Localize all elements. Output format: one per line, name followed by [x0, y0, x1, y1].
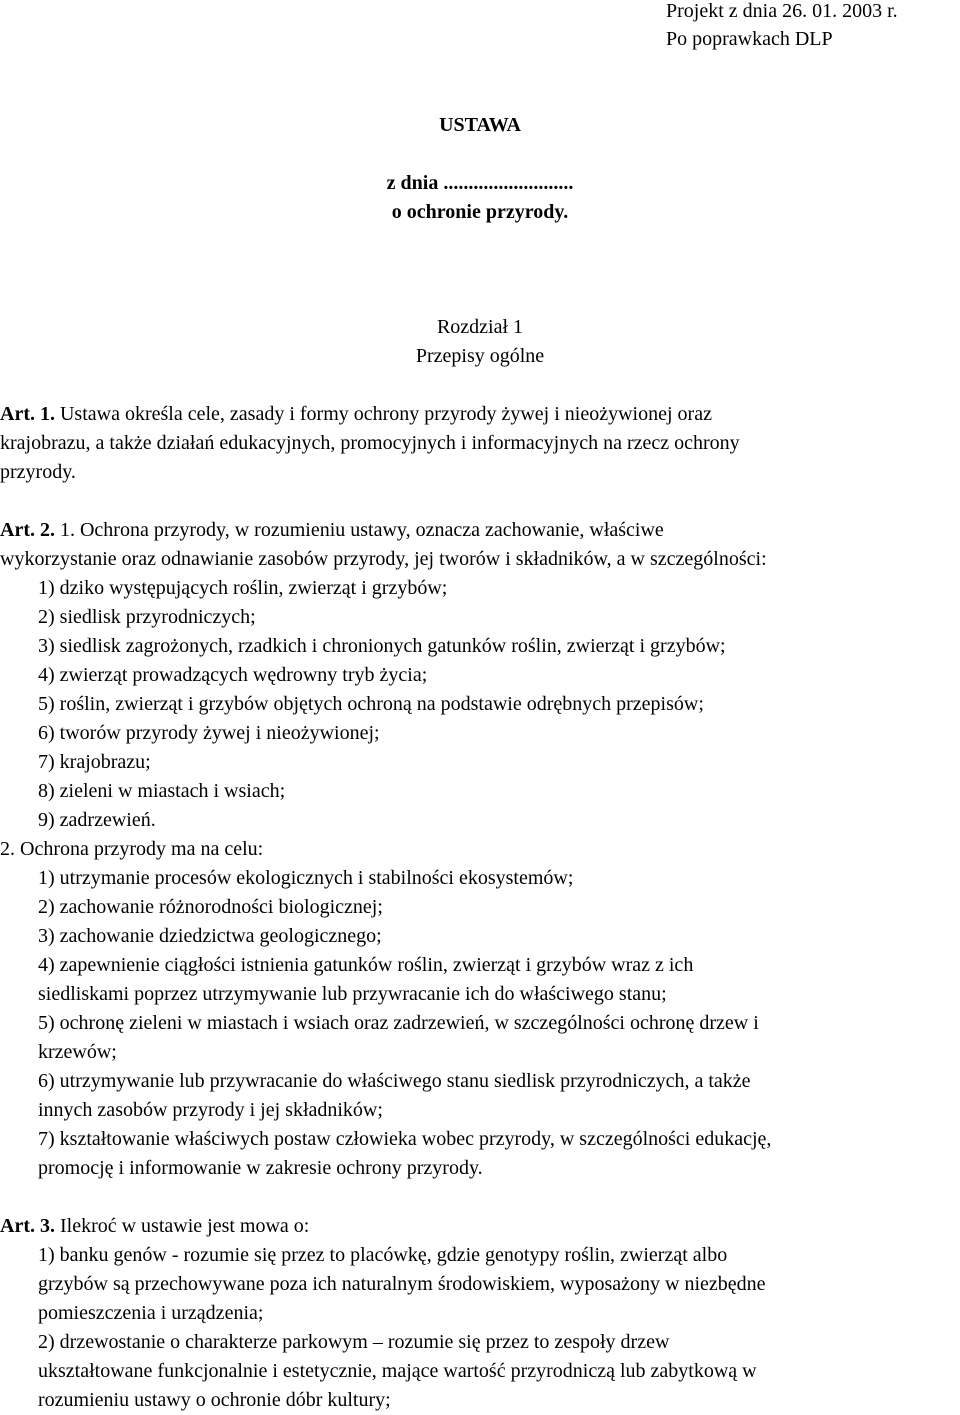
art2-p1-item: 8) zieleni w miastach i wsiach; — [38, 780, 286, 802]
art2-p2-item: siedliskami poprzez utrzymywanie lub przywracanie ich do właściwego stanu; — [38, 983, 667, 1005]
art3-label: Art. 3. — [0, 1215, 55, 1237]
art2-p2-item: 6) utrzymywanie lub przywracanie do właściwego stanu siedlisk przyrodniczych, a także — [38, 1070, 751, 1092]
art3-item: ukształtowane funkcjonalnie i estetycznie, mające wartość przyrodniczą lub zabytkową w — [38, 1360, 757, 1382]
art2-p1-item: 3) siedlisk zagrożonych, rzadkich i chronionych gatunków roślin, zwierząt i grzybów; — [38, 635, 726, 657]
art2-p1-item: 6) tworów przyrody żywej i nieożywionej; — [38, 722, 380, 744]
art2-p1-intro-cont: wykorzystanie oraz odnawianie zasobów przyrody, jej tworów i składników, a w szczególności: — [0, 548, 767, 570]
art2-p1-intro: 1. Ochrona przyrody, w rozumieniu ustawy, oznacza zachowanie, właściwe — [59, 519, 664, 541]
art2-p1-item: 1) dziko występujących roślin, zwierząt i grzybów; — [38, 577, 448, 599]
art2-p1-item: 2) siedlisk przyrodniczych; — [38, 606, 256, 628]
art3-item: rozumieniu ustawy o ochronie dóbr kultury; — [38, 1389, 391, 1411]
art2-p2-item: innych zasobów przyrody i jej składników; — [38, 1099, 383, 1121]
art2-p1-item: 4) zwierząt prowadzących wędrowny tryb życia; — [38, 664, 428, 686]
art2-line-1 — [0, 516, 664, 545]
art2-p2-item: krzewów; — [38, 1041, 117, 1063]
art2-p1-item: 7) krajobrazu; — [38, 751, 151, 773]
art2-p2-item: 3) zachowanie dziedzictwa geologicznego; — [38, 925, 382, 947]
art1-line-3: przyrody. — [0, 461, 76, 483]
art3-item: pomieszczenia i urządzenia; — [38, 1302, 264, 1324]
art2-p1-item: 5) roślin, zwierząt i grzybów objętych ochroną na podstawie odrębnych przepisów; — [38, 693, 704, 715]
art2-p2-item: 4) zapewnienie ciągłości istnienia gatunków roślin, zwierząt i grzybów wraz z ich — [38, 954, 694, 976]
chapter-number: Rozdział 1 — [436, 316, 524, 338]
art3-item: 2) drzewostanie o charakterze parkowym – rozumie się przez to zespoły drzew — [38, 1331, 670, 1353]
art2-p2-item: promocję i informowanie w zakresie ochrony przyrody. — [38, 1157, 483, 1179]
art2-p1-item: 9) zadrzewień. — [38, 809, 156, 831]
act-date: z dnia .......................... — [386, 172, 574, 194]
art1-line-2: krajobrazu, a także działań edukacyjnych, promocyjnych i informacyjnych na rzecz ochrony — [0, 432, 740, 454]
art3-intro: Ilekroć w ustawie jest mowa o: — [59, 1215, 310, 1237]
art2-p2-item: 5) ochronę zieleni w miastach i wsiach oraz zadrzewień, w szczególności ochronę drzew i — [38, 1012, 759, 1034]
art3-item: 1) banku genów - rozumie się przez to placówkę, gdzie genotypy roślin, zwierząt albo — [38, 1244, 728, 1266]
revision-line: Po poprawkach DLP — [666, 28, 833, 50]
art2-p2-item: 2) zachowanie różnorodności biologicznej; — [38, 896, 383, 918]
art1-line-1 — [0, 400, 712, 429]
art1-text: Ustawa określa cele, zasady i formy ochrony przyrody żywej i nieożywionej oraz — [59, 403, 712, 425]
art1-label: Art. 1. — [0, 403, 55, 425]
project-date-line: Projekt z dnia 26. 01. 2003 r. — [666, 0, 898, 22]
art2-p2-intro: 2. Ochrona przyrody ma na celu: — [0, 838, 264, 860]
art3-item: grzybów są przechowywane poza ich naturalnym środowiskiem, wyposażony w niezbędne — [38, 1273, 766, 1295]
act-subject: o ochronie przyrody. — [391, 201, 569, 223]
act-title: USTAWA — [439, 114, 521, 136]
chapter-name: Przepisy ogólne — [415, 345, 545, 367]
art2-p2-item: 7) kształtowanie właściwych postaw człowieka wobec przyrody, w szczególności edukację, — [38, 1128, 772, 1150]
art2-p2-item: 1) utrzymanie procesów ekologicznych i stabilności ekosystemów; — [38, 867, 574, 889]
art2-label: Art. 2. — [0, 519, 55, 541]
art3-line-1 — [0, 1212, 309, 1241]
